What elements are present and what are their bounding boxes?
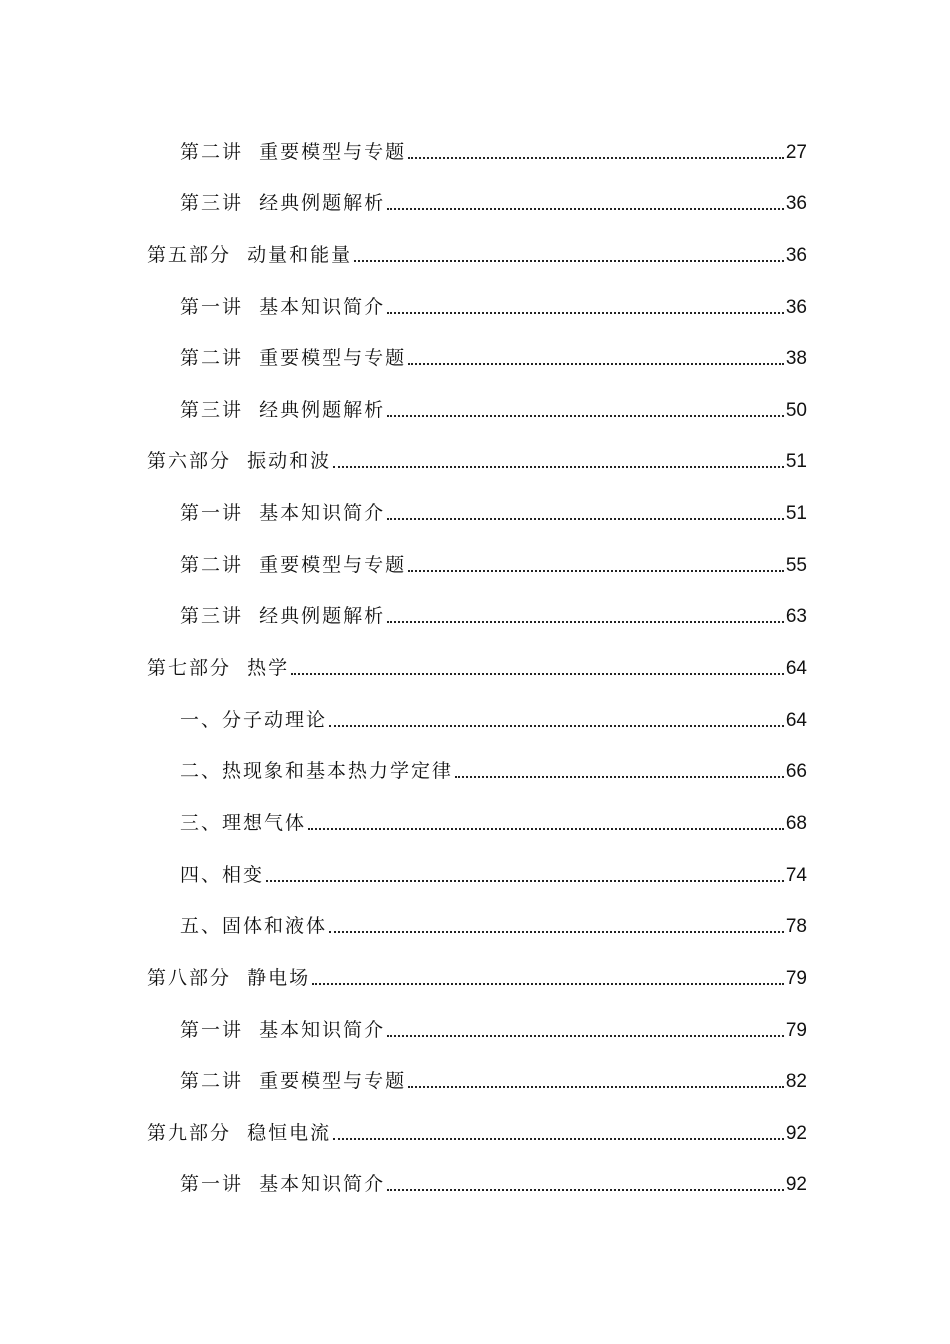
toc-entry-page[interactable]: 51 — [785, 503, 807, 525]
dot-leader — [308, 828, 784, 830]
toc-entry[interactable] — [147, 575, 807, 627]
toc-entry-title[interactable]: 第六部分 振动和波 — [147, 450, 332, 473]
toc-entry-title[interactable]: 第二讲 重要模型与专题 — [180, 347, 407, 370]
toc-entry-title[interactable]: 第一讲 基本知识简介 — [180, 1018, 386, 1041]
toc-entry-title[interactable]: 第二讲 重要模型与专题 — [180, 1070, 407, 1093]
dot-leader — [333, 1138, 784, 1140]
toc-entry-page[interactable]: 63 — [785, 606, 807, 628]
toc-entry-page[interactable]: 50 — [785, 399, 807, 421]
toc-entry[interactable] — [147, 162, 807, 214]
dot-leader — [387, 1035, 784, 1037]
dot-leader — [312, 983, 784, 985]
toc-entry-title[interactable]: 五、固体和液体 — [180, 915, 328, 938]
dot-leader — [455, 776, 784, 778]
toc-entry[interactable] — [147, 317, 807, 369]
dot-leader — [329, 725, 784, 727]
dot-leader — [408, 157, 784, 159]
toc-entry-title[interactable]: 第八部分 静电场 — [147, 966, 311, 989]
toc-entry-title[interactable]: 第一讲 基本知识简介 — [180, 1173, 386, 1196]
toc-entry-page[interactable]: 79 — [785, 1019, 807, 1041]
dot-leader — [387, 208, 784, 210]
toc-entry-title[interactable]: 三、理想气体 — [180, 811, 307, 834]
dot-leader — [408, 363, 784, 365]
dot-leader — [387, 1189, 784, 1191]
dot-leader — [408, 570, 784, 572]
dot-leader — [387, 518, 784, 520]
toc-entry-page[interactable]: 38 — [785, 348, 807, 370]
toc-entry-page[interactable]: 74 — [785, 864, 807, 886]
toc-entry-page[interactable]: 79 — [785, 967, 807, 989]
toc-entry-title[interactable]: 第二讲 重要模型与专题 — [180, 553, 407, 576]
toc-entry[interactable] — [147, 213, 807, 265]
toc-entry-page[interactable]: 78 — [785, 916, 807, 938]
toc-entry[interactable] — [147, 678, 807, 730]
toc-entry[interactable] — [147, 781, 807, 833]
toc-entry[interactable] — [147, 523, 807, 575]
toc-entry[interactable] — [147, 988, 807, 1040]
toc-entry-page[interactable]: 68 — [785, 812, 807, 834]
toc-entry-page[interactable]: 51 — [785, 451, 807, 473]
table-of-contents — [147, 110, 807, 1194]
dot-leader — [387, 312, 784, 314]
toc-entry-page[interactable]: 92 — [785, 1174, 807, 1196]
toc-entry-page[interactable]: 27 — [785, 141, 807, 163]
toc-entry-page[interactable]: 64 — [785, 658, 807, 680]
dot-leader — [266, 880, 784, 882]
toc-entry[interactable] — [147, 885, 807, 937]
toc-entry-page[interactable]: 36 — [785, 193, 807, 215]
toc-entry-page[interactable]: 64 — [785, 709, 807, 731]
dot-leader — [291, 673, 784, 675]
dot-leader — [329, 931, 784, 933]
toc-entry-page[interactable]: 66 — [785, 761, 807, 783]
toc-entry-title[interactable]: 一、分子动理论 — [180, 708, 328, 731]
toc-entry-title[interactable]: 四、相变 — [180, 863, 265, 886]
toc-entry[interactable] — [147, 420, 807, 472]
toc-entry-title[interactable]: 第三讲 经典例题解析 — [180, 605, 386, 628]
toc-entry[interactable] — [147, 936, 807, 988]
toc-entry-page[interactable]: 36 — [785, 296, 807, 318]
toc-entry-title[interactable]: 第七部分 热学 — [147, 657, 290, 680]
toc-entry-title[interactable]: 第二讲 重要模型与专题 — [180, 140, 407, 163]
toc-entry[interactable] — [147, 626, 807, 678]
toc-entry-page[interactable]: 55 — [785, 554, 807, 576]
toc-entry[interactable] — [147, 1040, 807, 1092]
toc-entry-title[interactable]: 第三讲 经典例题解析 — [180, 398, 386, 421]
toc-entry[interactable] — [147, 1143, 807, 1195]
toc-entry[interactable] — [147, 833, 807, 885]
toc-entry[interactable] — [147, 368, 807, 420]
toc-entry-page[interactable]: 92 — [785, 1122, 807, 1144]
toc-entry-title[interactable]: 第五部分 动量和能量 — [147, 243, 353, 266]
toc-entry-title[interactable]: 第三讲 经典例题解析 — [180, 192, 386, 215]
toc-entry-title[interactable]: 第九部分 稳恒电流 — [147, 1121, 332, 1144]
toc-entry[interactable] — [147, 265, 807, 317]
toc-entry-title[interactable]: 第一讲 基本知识简介 — [180, 295, 386, 318]
dot-leader — [333, 466, 784, 468]
toc-entry[interactable] — [147, 1091, 807, 1143]
toc-entry[interactable] — [147, 471, 807, 523]
toc-entry-title[interactable]: 二、热现象和基本热力学定律 — [180, 760, 454, 783]
dot-leader — [387, 415, 784, 417]
toc-entry[interactable] — [147, 110, 807, 162]
dot-leader — [408, 1086, 784, 1088]
toc-entry[interactable] — [147, 730, 807, 782]
toc-entry-title[interactable]: 第一讲 基本知识简介 — [180, 502, 386, 525]
dot-leader — [354, 260, 784, 262]
toc-entry-page[interactable]: 36 — [785, 244, 807, 266]
toc-entry-page[interactable]: 82 — [785, 1071, 807, 1093]
dot-leader — [387, 621, 784, 623]
